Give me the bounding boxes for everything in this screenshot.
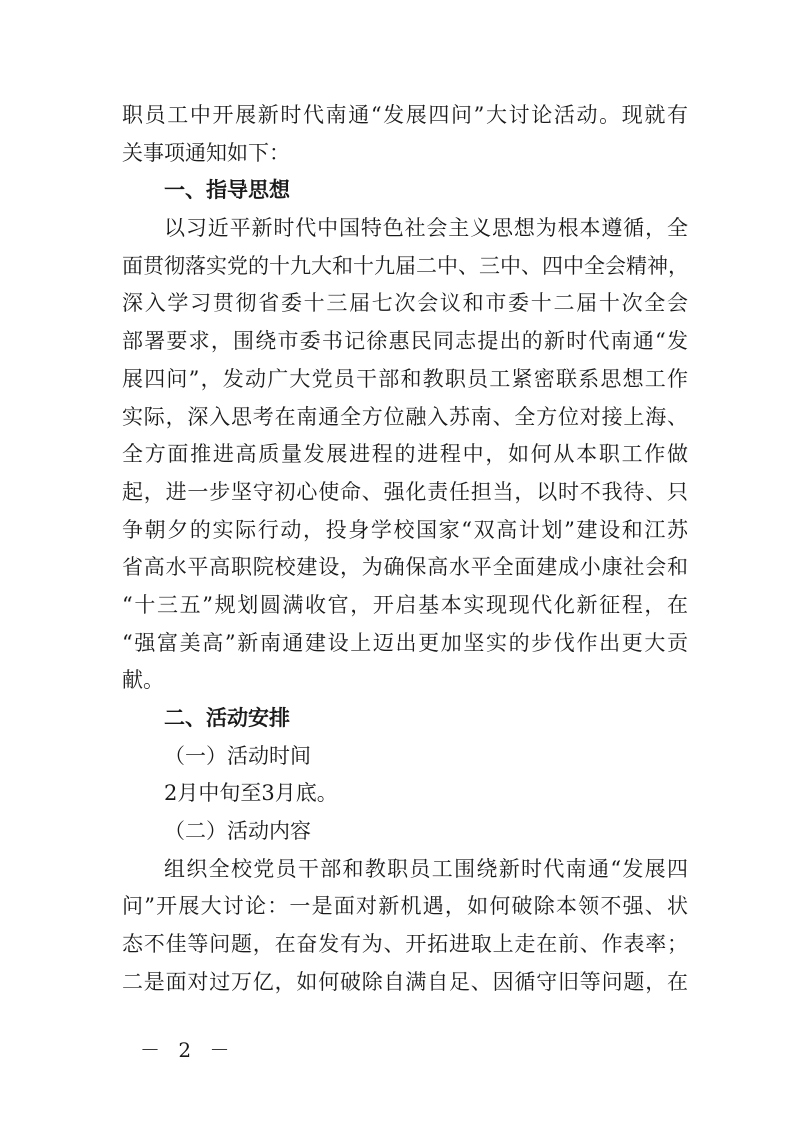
paragraph-line: 实际，深入思考在南通全方位融入苏南、全方位对接上海、 <box>122 404 688 429</box>
page-number: － 2 － <box>140 1038 236 1062</box>
paragraph-line: 深入学习贯彻省委十三届七次会议和市委十二届十次全会 <box>122 291 688 316</box>
paragraph-line: 省高水平高职院校建设，为确保高水平全面建成小康社会和 <box>122 555 688 580</box>
paragraph-line: 问”开展大讨论：一是面对新机遇，如何破除本领不强、状 <box>122 894 688 919</box>
document-body <box>122 97 688 1002</box>
paragraph-line: 全方面推进高质量发展进程的进程中，如何从本职工作做 <box>122 442 688 467</box>
paragraph-line: 起，进一步坚守初心使命、强化责任担当，以时不我待、只 <box>122 479 688 504</box>
paragraph-line: 献。 <box>122 668 164 693</box>
paragraph-line: 2月中旬至3月底。 <box>164 781 338 806</box>
paragraph-line: 职员工中开展新时代南通“发展四问”大讨论活动。现就有 <box>122 103 688 127</box>
paragraph-line: 争朝夕的实际行动，投身学校国家“双高计划”建设和江苏 <box>122 517 688 542</box>
paragraph-line: 展四问”，发动广大党员干部和教职员工紧密联系思想工作 <box>122 366 688 391</box>
paragraph-line: “十三五”规划圆满收官，开启基本实现现代化新征程，在 <box>122 592 688 617</box>
subsection-heading-activity-content: （二）活动内容 <box>164 819 311 844</box>
paragraph-line: 部署要求，围绕市委书记徐惠民同志提出的新时代南通“发 <box>122 329 688 354</box>
section-heading-activity-arrangement: 二、活动安排 <box>164 706 290 730</box>
subsection-heading-activity-time: （一）活动时间 <box>164 743 311 768</box>
paragraph-line: 组织全校党员干部和教职员工围绕新时代南通“发展四 <box>164 856 688 881</box>
paragraph-line: “强富美高”新南通建设上迈出更加坚实的步伐作出更大贡 <box>122 630 688 655</box>
paragraph-line: 二是面对过万亿，如何破除自满自足、因循守旧等问题，在 <box>122 969 688 994</box>
section-heading-guiding-ideology: 一、指导思想 <box>164 178 290 203</box>
paragraph-line: 态不佳等问题，在奋发有为、开拓进取上走在前、作表率； <box>122 932 688 957</box>
paragraph-line: 关事项通知如下： <box>122 140 290 165</box>
paragraph-line: 以习近平新时代中国特色社会主义思想为根本遵循，全 <box>164 216 688 241</box>
paragraph-line: 面贯彻落实党的十九大和十九届二中、三中、四中全会精神， <box>122 253 689 278</box>
